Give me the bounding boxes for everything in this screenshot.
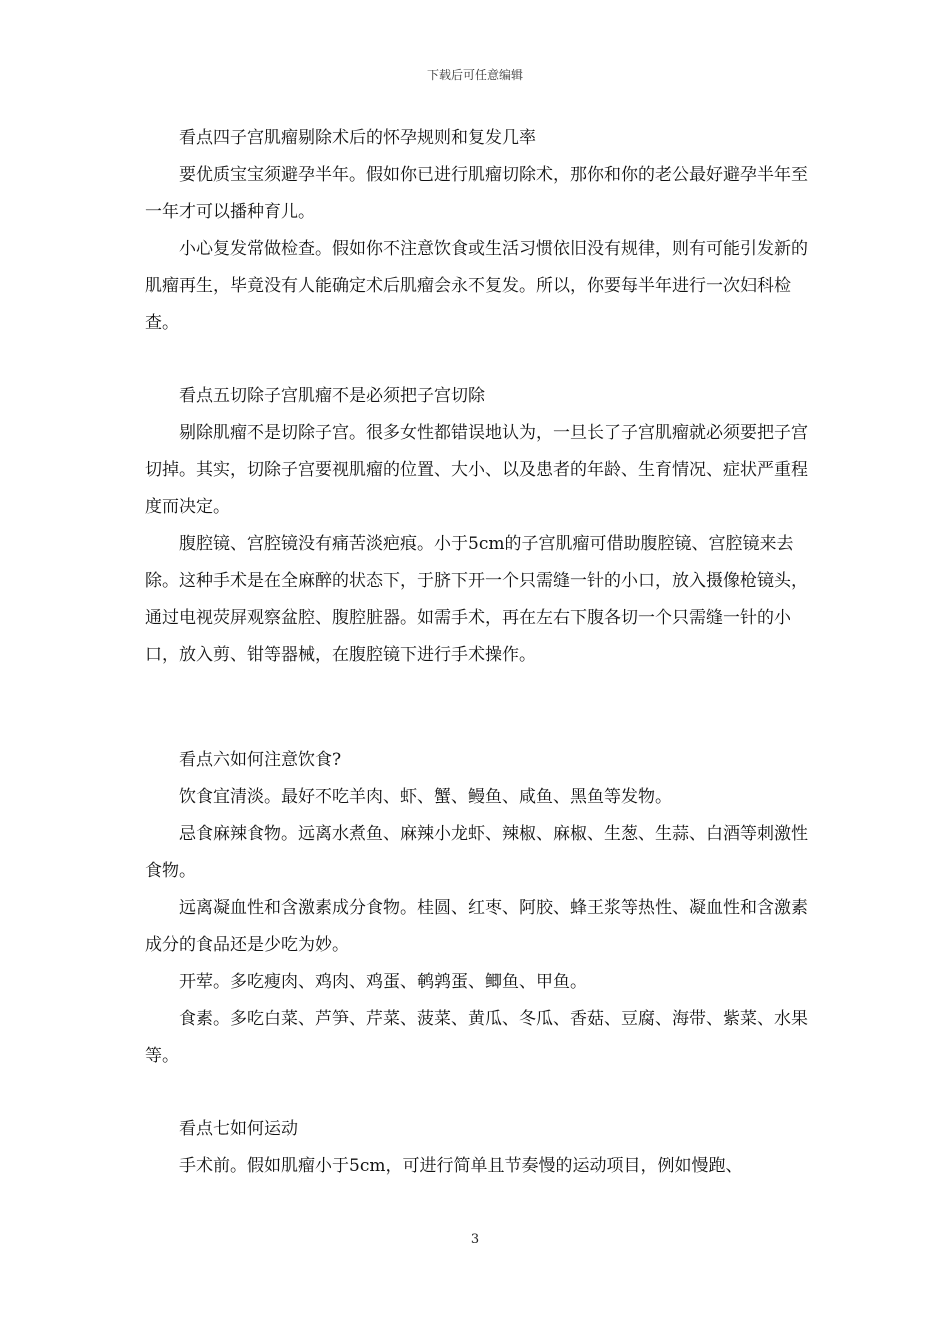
section-4 bbox=[145, 120, 815, 342]
paragraph: 剔除肌瘤不是切除子宫。很多女性都错误地认为，一旦长了子宫肌瘤就必须要把子宫切掉。其实，切除子宫要视肌瘤的位置、大小、以及患者的年龄、生育情况、症状严重程度而决定。 bbox=[145, 423, 808, 517]
section-6 bbox=[145, 742, 815, 1075]
paragraph: 腹腔镜、宫腔镜没有痛苦淡疤痕。小于5cm的子宫肌瘤可借助腹腔镜、宫腔镜来去除。这种手术是在全麻醉的状态下，于脐下开一个只需缝一针的小口，放入摄像枪镜头，通过电视荧屏观察盆腔、腹腔脏器。如需手术，再在左右下腹各切一个只需缝一针的小口，放入剪、钳等器械，在腹腔镜下进行手术操作。 bbox=[145, 534, 808, 665]
paragraph: 远离凝血性和含激素成分食物。桂圆、红枣、阿胶、蜂王浆等热性、凝血性和含激素成分的食品还是少吃为妙。 bbox=[145, 898, 808, 955]
section-heading: 看点六如何注意饮食? bbox=[179, 750, 342, 770]
section-heading: 看点七如何运动 bbox=[179, 1119, 298, 1139]
section-heading: 看点四子宫肌瘤剔除术后的怀孕规则和复发几率 bbox=[179, 128, 536, 148]
section-7 bbox=[145, 1111, 815, 1185]
page-header: 下载后可任意编辑 bbox=[426, 68, 523, 82]
paragraph: 食素。多吃白菜、芦笋、芹菜、菠菜、黄瓜、冬瓜、香菇、豆腐、海带、紫菜、水果等。 bbox=[145, 1009, 808, 1066]
section-5 bbox=[145, 378, 815, 674]
section-heading: 看点五切除子宫肌瘤不是必须把子宫切除 bbox=[179, 386, 485, 406]
paragraph: 忌食麻辣食物。远离水煮鱼、麻辣小龙虾、辣椒、麻椒、生葱、生蒜、白酒等刺激性食物。 bbox=[145, 824, 808, 881]
paragraph: 要优质宝宝须避孕半年。假如你已进行肌瘤切除术，那你和你的老公最好避孕半年至一年才可以播种育儿。 bbox=[145, 165, 808, 222]
document-body bbox=[145, 120, 815, 1185]
section-spacer bbox=[145, 1075, 815, 1111]
page-number: 3 bbox=[470, 1232, 480, 1247]
paragraph: 手术前。假如肌瘤小于5cm，可进行简单且节奏慢的运动项目，例如慢跑、 bbox=[179, 1156, 743, 1176]
paragraph: 开荤。多吃瘦肉、鸡肉、鸡蛋、鹌鹑蛋、鲫鱼、甲鱼。 bbox=[179, 972, 587, 992]
section-spacer bbox=[145, 342, 815, 378]
paragraph: 饮食宜清淡。最好不吃羊肉、虾、蟹、鳗鱼、咸鱼、黑鱼等发物。 bbox=[179, 787, 672, 807]
section-spacer bbox=[145, 674, 815, 742]
paragraph: 小心复发常做检查。假如你不注意饮食或生活习惯依旧没有规律，则有可能引发新的肌瘤再生，毕竟没有人能确定术后肌瘤会永不复发。所以，你要每半年进行一次妇科检查。 bbox=[145, 239, 808, 333]
